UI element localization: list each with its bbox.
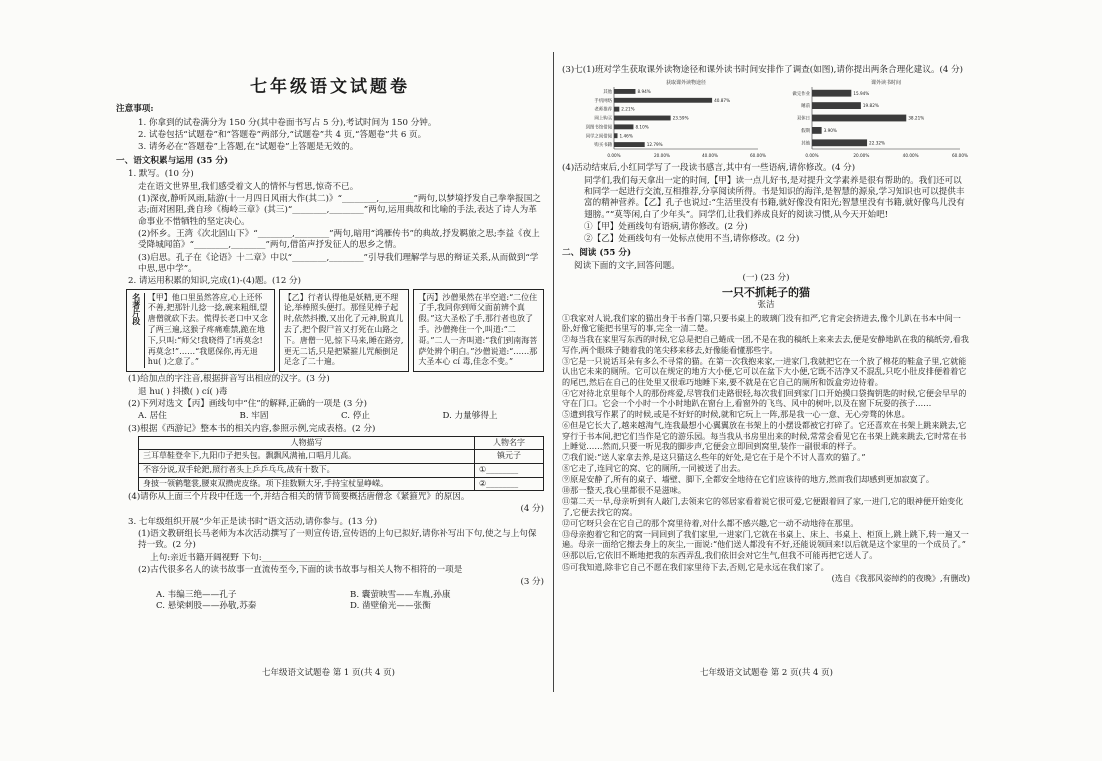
- q1-item-1: (1)深夜,静听风雨,陆游(十一月四日风雨大作(其二)》“________,________”两句,以梦境抒发自己拳拳报国之志;面对困阻,龚自珍《梅岭三章》(其三)“________,________”两句,运用典故和比喻的手法,表达了诗人为革命事业不惜牺牲的坚定决心。: [138, 193, 541, 227]
- table-cell: 镇元子: [475, 450, 544, 464]
- excerpt-yi: 【乙】行者认得他是妖精,更不理论,举棒照头便打。那怪见棒子起时,依然抖擞,又出化了元神,脱真儿去了,把个假尸首又打死在山路之下。唐僧一见,惊下马来,睡在路旁,更无二话,只是把紧箍儿咒颠倒足足念了二十遍。: [279, 289, 410, 373]
- data-label: 12.79%: [646, 142, 663, 148]
- q1-heading: 1. 默写。(10 分): [128, 169, 194, 180]
- option-c: C. 悬梁刺股——孙敬,苏秦: [156, 601, 257, 612]
- data-label: 1.46%: [619, 133, 633, 139]
- q1-item-2: (2)怀乡。王湾《次北固山下》“________,________”两句,暗用“鸿雁传书”的典故,抒发羁旅之思;李益《夜上受降城闻笛》“________,________”两句,借笛声抒发征人的思乡之情。: [138, 228, 540, 251]
- data-label: 40.87%: [714, 98, 731, 104]
- category-label: 购买书籍: [594, 143, 612, 149]
- q3-sub2-score: (3 分): [520, 577, 544, 588]
- table-header: 人物描写: [139, 436, 475, 450]
- q2-sub2: (2)下列对选文【丙】画线句中“住”的解释,正确的一项是 (3 分): [128, 398, 367, 409]
- data-label: 8.94%: [637, 89, 651, 95]
- x-tick-label: 20.00%: [654, 153, 670, 159]
- chart-title: 获取课外读物途径: [665, 80, 707, 87]
- q3-heading: 3. 七年级组织开展“少年正是读书时”语文活动,请你参与。(13 分): [128, 516, 378, 527]
- q2-sub2-options: [116, 411, 544, 422]
- page-2-footer: 七年级语文试题卷 第 2 页(共 4 页): [700, 668, 833, 678]
- table-row: [139, 450, 544, 464]
- note-2: 2. 试卷包括“试题卷”和“答题卷”两部分,“试题卷”共 4 页,“答题卷”共 6 页。: [138, 130, 427, 141]
- bar: [812, 115, 906, 122]
- q2-sub4-score: (4 分): [520, 504, 544, 515]
- answer-blank-1[interactable]: ①________: [475, 463, 544, 477]
- story-paragraph: ⑦我们说:“送人家拿去养,是这只猫这么些年的好处,是它在于是个不讨人喜欢的猫了。”: [562, 452, 866, 463]
- right-page: [562, 64, 970, 584]
- table-row: [139, 463, 544, 477]
- character-table-wrap: [116, 436, 544, 491]
- bar: [614, 125, 633, 130]
- x-tick-label: 0.00%: [607, 153, 621, 159]
- story-title: 一只不抓耗子的猫: [722, 285, 810, 299]
- q3-sub1: (1)语文教研组长马老师为本次活动撰写了一则宣传语,宣传语的上句已拟好,请你补写出下句,使之与上句保持一致。(2 分): [138, 529, 537, 551]
- q1-intro: 走在语文世界里,我们感受着文人的情怀与哲思,惊奇不已。: [138, 181, 359, 192]
- bar: [614, 134, 618, 139]
- excerpt-bing: 【丙】沙僧果然在半空道:“二位住了手,我同你到师父面前辨个真假。”这大圣松了手,那行者也放了手。沙僧搀住一个,叫道:“二哥。”二人一齐叫道:“我们到南海菩萨处辨个明白。”沙僧说道:“……那大圣本心 cí 毒,佳念不变。”: [413, 289, 544, 373]
- story-paragraph: ⑬母亲抱着它和它的窝一同回到了我们家里,一进家门,它就在书桌上、床上、书桌上、柜顶上,跳上跳下,转一遍又一遍。母亲一面给它擦去身上的灰尘,一面说:“他们送人都没有不好,还能说领回来!以后就是这个家里的一个成员了。”: [562, 528, 969, 550]
- q3-sub3: (3)七(1)班对学生获取课外读物途径和课外读书时间安排作了调查(如图),请你提出两条合理化建议。(4 分): [562, 65, 964, 75]
- page-divider: [553, 52, 554, 692]
- category-label: 到图书馆借阅: [585, 125, 612, 131]
- category-label: 同学之间借阅: [585, 134, 612, 140]
- bar: [812, 127, 822, 134]
- reading-time-chart: [772, 78, 968, 160]
- q2-heading: 2. 请运用积累的知识,完成(1)-(4)题。(12 分): [128, 276, 302, 287]
- note-1: 1. 你拿到的试卷满分为 150 分(其中卷面书写占 5 分),考试时间为 150 分钟。: [138, 117, 437, 128]
- bar: [812, 90, 851, 97]
- story-paragraph: ④它对待北京里每个人的那份疼爱,尽管我们走路很轻,每次我们回到家门口开始摸口袋掏钥匙的时候,它便会早早的守在门口。它会一个小时一个小时地趴在窗台上,看窗外的飞鸟、风中的树叶,以及在窗下玩耍的孩子……: [562, 387, 967, 409]
- story-paragraph: ⑪第二天一早,母亲听到有人敲门,去领来它的邻居家看着说它很可爱,它便跟着回了家,一进门,它的眼神便开始变化了,它便去找它的窝。: [562, 496, 964, 517]
- bar: [614, 107, 619, 112]
- data-label: 3.90%: [823, 128, 837, 134]
- part-label: (一) (23 分): [742, 273, 790, 284]
- data-label: 19.82%: [862, 103, 879, 109]
- answer-blank-2[interactable]: ②________: [475, 477, 544, 491]
- story-paragraph: ⑧它走了,连同它的窝、它的厕所,一同被送了出去。: [562, 463, 746, 474]
- story-paragraph: ⑭那以后,它依旧不断地把我的东西弄乱,我们依旧会对它生气,但我不可能再把它送人了。: [562, 550, 878, 561]
- bar: [614, 98, 712, 103]
- q3-sub2-options: [116, 590, 544, 613]
- q2-sub4: (4)请你从上面三个片段中任选一个,并结合相关的情节简要概括唐僧念《紧箍咒》的原因。: [128, 492, 470, 503]
- category-label: 其他: [603, 90, 612, 96]
- q3-sub4: (4)活动结束后,小红同学写了一段读书感言,其中有一些语病,请你修改。(4 分): [562, 163, 856, 174]
- bar: [812, 140, 867, 147]
- q3-sub2: (2)古代很多名人的读书故事一直流传至今,下面的读书故事与相关人物不相符的一项是: [138, 565, 463, 576]
- option-b: B. 囊萤映雪——车胤,孙康: [350, 589, 451, 600]
- data-label: 2.21%: [621, 107, 635, 113]
- chart-title: 课外读书时间: [870, 80, 902, 87]
- q3-sub1-line: 上句:亲近书籍开阔视野 下句:________________: [150, 552, 331, 563]
- x-tick-label: 40.00%: [902, 153, 919, 159]
- story-body: [562, 313, 970, 583]
- survey-charts: [570, 78, 970, 160]
- story-paragraph: ⑩那一整天,我心里都很不是滋味。: [562, 485, 686, 496]
- x-tick-label: 60.00%: [952, 153, 968, 159]
- data-label: 22.32%: [869, 140, 886, 146]
- story-source: (选自《我那风姿绰约的夜晚》,有删改): [831, 572, 970, 583]
- reading-channel-chart: [570, 78, 766, 160]
- section-2-heading: 二、阅读 (55 分): [562, 247, 632, 258]
- excerpt-label: 名著片段: [131, 293, 145, 369]
- data-label: 23.59%: [672, 115, 689, 121]
- story-author: 张洁: [757, 300, 775, 311]
- q2-excerpts: [126, 289, 544, 373]
- story-paragraph: ⑮可我知道,除非它自己不愿在我们家里待下去,否则,它是永远在我们家了。: [562, 561, 829, 572]
- reading-intro: 阅读下面的文字,回答问题。: [574, 261, 680, 272]
- story-paragraph: ③它是一只说话耳朵有多么不寻常的猫。在第一次我抱来家,一进家门,我就把它在一个放了棉花的鞋盒子里,它就能认出它未来的厕所。它可以在规定的地方大小便,它可以在盆下大小便,它既不洁净又不混乱,只吃小肚皮排便着着它的尾巴,然后在自己的住处里又很乖巧地睡下来,要不就是在它自己的厕所和饭盒旁边待着。: [562, 355, 967, 387]
- category-label: 其他: [801, 141, 810, 147]
- option-d: D. 力量够得上: [442, 411, 498, 422]
- q2-sub3: (3)根据《西游记》整本书的相关内容,参照示例,完成表格。(2 分): [128, 423, 376, 434]
- character-table: [138, 436, 544, 491]
- note-3: 3. 请务必在“答题卷”上答题,在“试题卷”上答题是无效的。: [138, 142, 359, 153]
- bar: [614, 142, 645, 147]
- q3-sub4-b: ②【乙】处画线句有一处标点使用不当,请你修改。(2 分): [584, 234, 800, 245]
- q1-item-3: (3)启思。孔子在《论语》十二章》中以“________,________”引导我们理解学与思的辩证关系,从而做到“学中思,思中学”。: [138, 252, 539, 274]
- option-b: B. 牢固: [239, 411, 269, 422]
- table-cell: 三耳草鞋登伞下,九阳巾子把头包。飘飘风满袖,口唱月儿高。: [139, 450, 475, 464]
- category-label: 做完作业: [792, 92, 810, 98]
- story-paragraph: ⑥但是它长大了,越来越淘气,连我最想小心翼翼放在书架上的小摆设都被它打碎了。它还喜欢在书架上跳来跳去,它穿行于书本间,把它们当作是它的游乐园。每当我从书房里出来的时候,常常会看见它在书架上跳来跳去,它时常在书上睡觉……然而,只要一听见我的脚步声,它便会立即回到窝里,装作一副很乖的样子。: [562, 420, 967, 452]
- excerpt-jia-text: 【甲】他口里虽然答应,心上还怀不善,把那针儿捻一捻,碗来粗细,望唐僧就砍下去。慌得长老口中又念了两三遍,这猴子疼痛难禁,跪在地下,只叫:“师父!我晓得了!再莫念!再莫念!”……“我愿保你,再无退 hu( )之意了。”: [147, 292, 268, 367]
- data-label: 8.10%: [635, 124, 649, 130]
- x-tick-label: 60.00%: [750, 153, 766, 159]
- x-tick-label: 20.00%: [853, 153, 870, 159]
- x-tick-label: 0.00%: [805, 153, 819, 159]
- bar: [614, 89, 635, 94]
- table-cell: 身披一领鹤氅裳,腰束双攒虎皮绦。项下挂数颗大牙,手持宝杖显峥嵘。: [139, 477, 475, 491]
- reading-reflection: 同学们,我们每天拿出一定的时间,【甲】读一点儿好书,是对提升文学素养是很有帮助的。我们还可以和同学一起进行交流,互相推荐,分享阅读所得。书是知识的海洋,是智慧的源泉,学习知识也可以提供丰富的精神营养。【乙】孔子也说过:“生活里没有书籍,就好像没有阳光;智慧里没有书籍,就好像鸟儿没有翅膀。”“莫等闲,白了少年头”。同学们,让我们养成良好的阅读习惯,从今天开始吧!: [584, 175, 965, 220]
- story-paragraph: ⑫可它呀只会在它自己的那个窝里待着,对什么都不感兴趣,它一动不动地待在那里。: [562, 517, 859, 528]
- category-label: 双休日: [796, 116, 810, 122]
- category-label: 网上购买: [594, 116, 612, 122]
- option-a: A. 居住: [138, 411, 167, 422]
- category-label: 手机网络: [594, 99, 612, 105]
- bar: [812, 103, 861, 110]
- table-cell: 不容分说,双手轮鈀,照行者头上乒乒乓乓,战有十数下。: [139, 463, 475, 477]
- left-page: [116, 58, 544, 613]
- option-a: A. 韦编三绝——孔子: [156, 589, 237, 600]
- option-d: D. 凿壁偷光——张衡: [350, 601, 431, 612]
- page-1-footer: 七年级语文试题卷 第 1 页(共 4 页): [262, 668, 395, 678]
- q2-sub1-fill: 退 hu( ) 抖擞( ) cí( )毒: [138, 386, 228, 397]
- story-paragraph: ⑤遗到我写作累了的时候,或是不好好的时候,就和它玩上一阵,那是我一心一意、无心旁骛的休息。: [562, 409, 910, 420]
- story-paragraph: ②每当我在家里写东西的时候,它总是把自己蜷成一团,不是在我的稿纸上来来去去,便是安静地趴在我的稿纸旁,看我写作,两个眼珠子随着我的笔尖移来移去,好像能看懂那些字。: [562, 334, 969, 355]
- q3-sub4-a: ①【甲】处画线句有语病,请你修改。(2 分): [584, 222, 748, 233]
- option-c: C. 停止: [341, 411, 370, 422]
- category-label: 老师推荐: [594, 108, 612, 114]
- notes-heading: 注意事项:: [116, 104, 154, 115]
- x-tick-label: 40.00%: [702, 153, 718, 159]
- page-title: 七年级语文试题卷: [250, 77, 410, 97]
- story-paragraph: ①我家对人说,我们家的猫出身于书香门第,只要书桌上的玻璃门没有扣严,它肯定会挤进去,像个儿趴在书本中间一卧,好像它能把书里写的事,完全一清二楚。: [562, 312, 961, 334]
- q2-sub1: (1)给加点的字注音,根据拼音写出相应的汉字。(3 分): [128, 374, 330, 385]
- story-paragraph: ⑨原是安静了,所有的桌子、墙壁、脚下,全都安全地待在它们应该待的地方,然而我们却感到更加寂寞了。: [562, 474, 934, 485]
- data-label: 38.21%: [908, 115, 925, 121]
- table-header: 人物名字: [475, 436, 544, 450]
- bar: [614, 116, 671, 121]
- table-row: [139, 477, 544, 491]
- section-1-heading: 一、语文积累与运用 (35 分): [116, 155, 229, 166]
- excerpt-jia: [126, 289, 275, 373]
- category-label: 睡前: [801, 104, 810, 110]
- data-label: 15.94%: [853, 91, 870, 97]
- category-label: 假期: [801, 129, 810, 135]
